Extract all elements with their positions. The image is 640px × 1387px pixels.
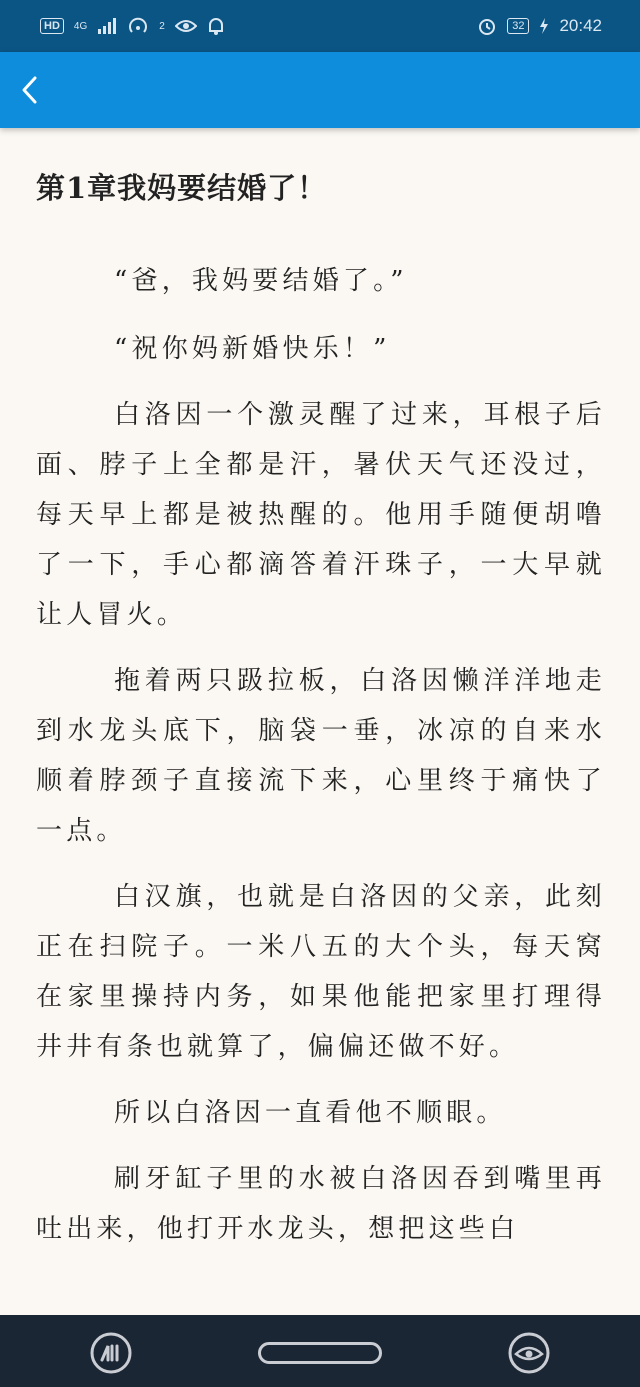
navigation-bar (0, 1315, 640, 1387)
status-bar (0, 0, 640, 52)
eye-icon (175, 18, 197, 34)
charging-icon (539, 18, 549, 34)
bell-icon (207, 16, 225, 36)
status-left (40, 16, 225, 36)
hotspot-count: 2 (159, 20, 165, 32)
back-button[interactable] (10, 70, 50, 110)
signal-icon (97, 18, 117, 34)
eye-protection-button[interactable] (508, 1332, 550, 1374)
hd-badge: HD (40, 18, 64, 34)
app-logo-button[interactable] (90, 1332, 132, 1374)
battery-indicator: 32 (507, 18, 529, 34)
paragraph: 所以白洛因一直看他不顺眼。 (114, 1098, 507, 1128)
hotspot-icon (127, 16, 149, 36)
home-button[interactable] (258, 1342, 382, 1364)
paragraph: “祝你妈新婚快乐！” (114, 334, 391, 364)
alarm-icon (477, 16, 497, 36)
reader-content (36, 128, 606, 1254)
chapter-title: 第1章我妈要结婚了！ (36, 171, 328, 205)
status-right (477, 16, 602, 36)
chevron-left-icon (20, 75, 40, 105)
paragraph: 白汉旗，也就是白洛因的父亲，此刻正在扫院子。一米八五的大个头，每天窝在家里操持内务，如果他能把家里打理得井井有条也就算了，偏偏还做不好。 (36, 882, 606, 1062)
paragraph: “爸，我妈要结婚了。” (114, 266, 408, 296)
paragraph: 刷牙缸子里的水被白洛因吞到嘴里再吐出来，他打开水龙头，想把这些白 (36, 1164, 606, 1244)
clock: 20:42 (559, 16, 602, 35)
eye-protection-icon (508, 1332, 550, 1374)
app-bar (0, 52, 640, 128)
paragraph: 白洛因一个激灵醒了过来，耳根子后面、脖子上全都是汗，暑伏天气还没过，每天早上都是被热醒的。他用手随便胡噜了一下，手心都滴答着汗珠子，一大早就让人冒火。 (36, 400, 606, 630)
network-type: 4G (73, 20, 88, 32)
app-logo-icon (90, 1332, 132, 1374)
paragraph: 拖着两只趿拉板，白洛因懒洋洋地走到水龙头底下，脑袋一垂，冰凉的自来水顺着脖颈子直接流下来，心里终于痛快了一点。 (36, 666, 606, 846)
